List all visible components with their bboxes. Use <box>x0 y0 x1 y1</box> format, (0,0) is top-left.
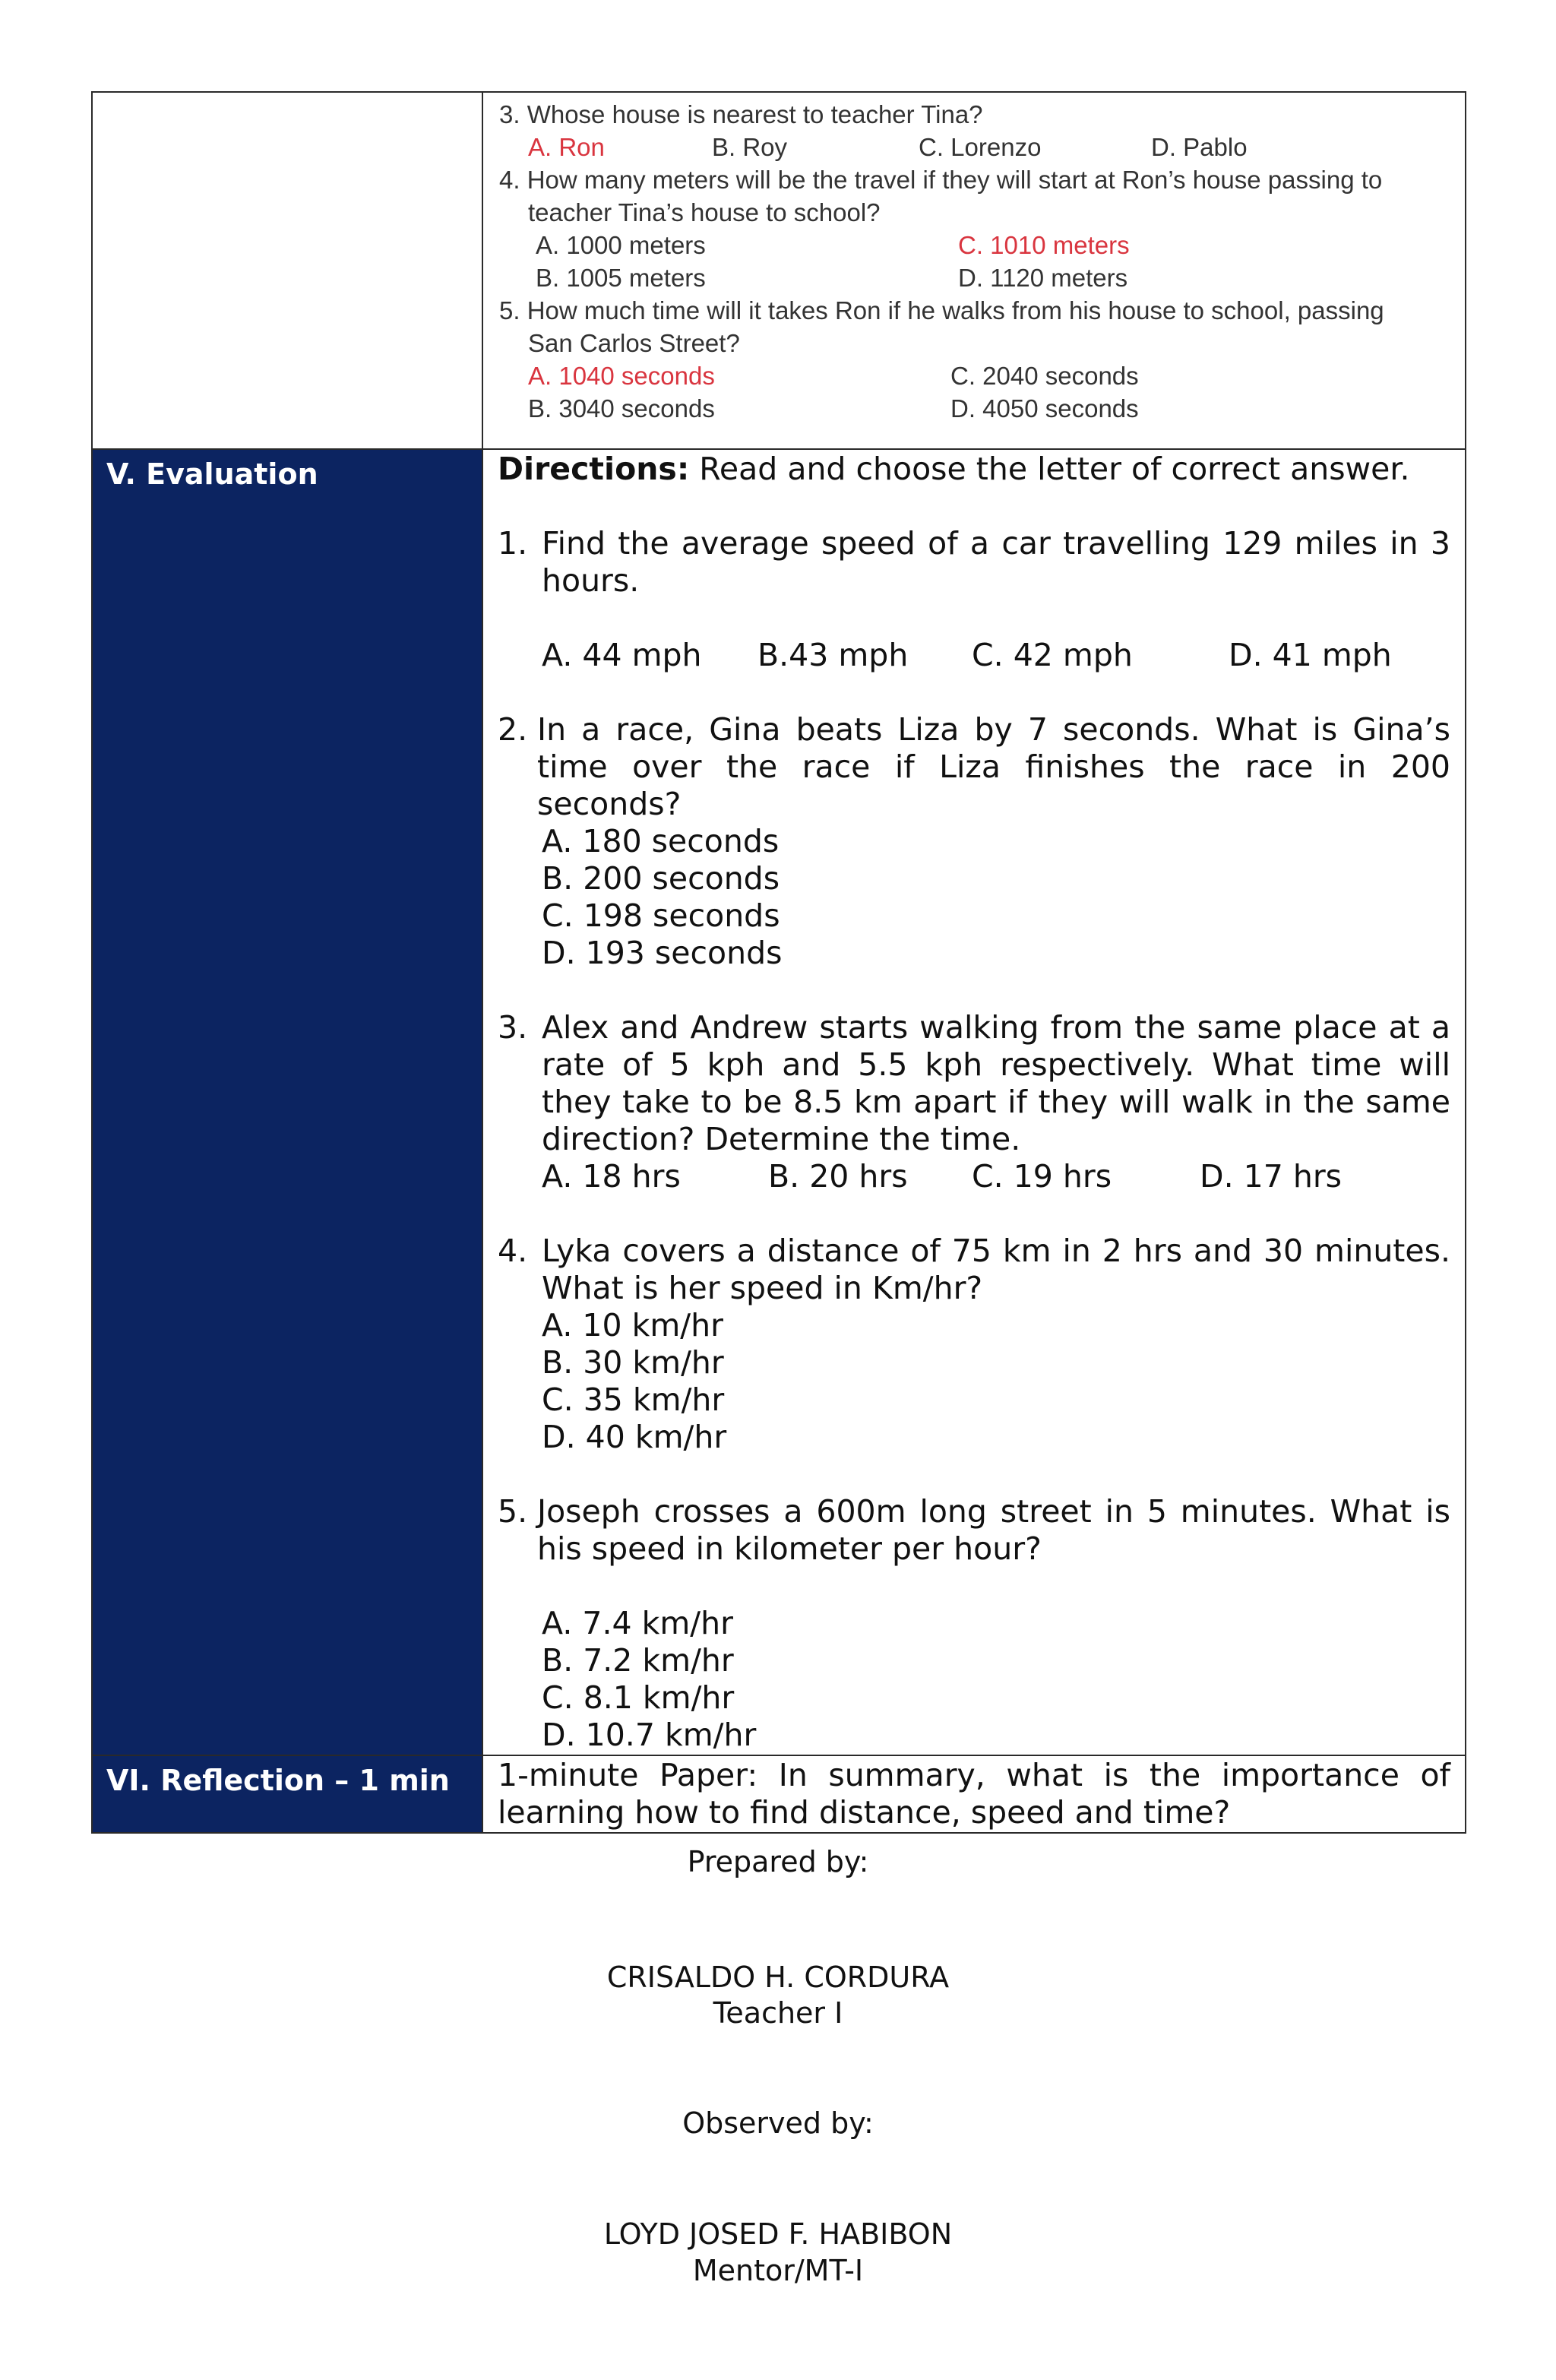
directions-label: Directions: <box>498 451 690 487</box>
reflection-row <box>92 1755 1466 1833</box>
eval-question-1 <box>498 525 1450 674</box>
eval-q4-options <box>498 1307 1450 1456</box>
scan-q3-option-b: B. Roy <box>712 133 788 161</box>
eval-q3-option-c: C. 19 hrs <box>972 1158 1112 1195</box>
eval-question-2 <box>498 711 1450 972</box>
reflection-text: 1-minute Paper: In summary, what is the importance of learning how to find distance, speed and time? <box>498 1757 1450 1831</box>
scan-q4-option-c: C. 1010 meters <box>958 231 1130 259</box>
eval-q5-option-a: A. 7.4 km/hr <box>542 1605 733 1641</box>
lesson-plan-table <box>91 91 1466 1834</box>
scan-q4-option-b: B. 1005 meters <box>536 264 706 292</box>
scanned-questions-image <box>484 93 1464 448</box>
reflection-label: VI. Reflection – 1 min <box>92 1755 482 1833</box>
scan-q3-option-a: A. Ron <box>528 133 605 161</box>
eval-q2-option-c: C. 198 seconds <box>542 897 780 934</box>
scan-q4-option-a: A. 1000 meters <box>536 231 706 259</box>
eval-q1-option-a: A. 44 mph <box>542 637 702 673</box>
observed-by-name: LOYD JOSED F. HABIBON <box>603 2217 953 2251</box>
eval-q5-number: 5. <box>498 1493 528 1530</box>
eval-q1-option-d: D. 41 mph <box>1229 637 1392 673</box>
blank-label-cell <box>92 92 482 449</box>
observed-by-title: Mentor/MT-I <box>692 2254 864 2287</box>
eval-q4-option-b: B. 30 km/hr <box>542 1344 724 1381</box>
eval-q4-option-a: A. 10 km/hr <box>542 1307 723 1343</box>
scan-q5-option-c: C. 2040 seconds <box>950 362 1139 390</box>
scan-question-5-line2: San Carlos Street? <box>528 329 740 357</box>
scanned-questions-row <box>92 92 1466 449</box>
eval-question-3 <box>498 1009 1450 1195</box>
eval-q3-options <box>498 1158 1450 1195</box>
eval-q1-options <box>498 637 1450 674</box>
eval-q3-option-a: A. 18 hrs <box>542 1158 681 1195</box>
eval-q5-text: Joseph crosses a 600m long street in 5 minutes. What is his speed in kilometer per hour? <box>537 1493 1450 1567</box>
eval-q1-option-b: B.43 mph <box>757 637 909 673</box>
eval-q5-options <box>498 1605 1450 1754</box>
eval-q4-option-d: D. 40 km/hr <box>542 1419 727 1455</box>
eval-q2-text: In a race, Gina beats Liza by 7 seconds. What is Gina’s time over the race if Liza finishes the race in 200 seconds? <box>537 711 1450 822</box>
scan-question-4-line1: 4. How many meters will be the travel if they will start at Ron’s house passing to <box>499 166 1383 194</box>
prepared-by-title: Teacher I <box>713 1996 843 2030</box>
scan-question-4-options-row2 <box>499 261 1449 294</box>
eval-q4-text: Lyka covers a distance of 75 km in 2 hrs and 30 minutes. What is her speed in Km/hr? <box>542 1233 1450 1306</box>
eval-q2-option-a: A. 180 seconds <box>542 823 780 859</box>
scan-question-5-options-row1 <box>499 359 1449 392</box>
eval-q5-option-c: C. 8.1 km/hr <box>542 1679 735 1716</box>
eval-q1-option-c: C. 42 mph <box>972 637 1133 673</box>
eval-q3-number: 3. <box>498 1009 528 1046</box>
eval-q3-option-b: B. 20 hrs <box>768 1158 908 1195</box>
eval-question-5 <box>498 1493 1450 1754</box>
evaluation-row <box>92 449 1466 1755</box>
scan-q3-option-d: D. Pablo <box>1151 133 1248 161</box>
eval-q2-number: 2. <box>498 711 528 748</box>
scan-question-4-options-row1 <box>499 229 1449 261</box>
scan-q4-option-d: D. 1120 meters <box>958 264 1128 292</box>
eval-q2-options <box>498 823 1450 972</box>
directions-text: Read and choose the letter of correct answer. <box>689 451 1410 487</box>
reflection-cell <box>482 1755 1466 1833</box>
evaluation-cell <box>482 449 1466 1755</box>
eval-q3-text: Alex and Andrew starts walking from the same place at a rate of 5 kph and 5.5 kph respectively. What time will they take to be 8.5 km apart if they will walk in the same direction? Determine the time. <box>542 1009 1450 1157</box>
evaluation-directions <box>498 451 1450 488</box>
eval-q2-option-b: B. 200 seconds <box>542 860 780 897</box>
eval-q4-option-c: C. 35 km/hr <box>542 1381 725 1418</box>
eval-q2-option-d: D. 193 seconds <box>542 935 783 971</box>
scan-question-5-options-row2 <box>499 392 1449 425</box>
prepared-by-name: CRISALDO H. CORDURA <box>606 1961 950 1994</box>
eval-q5-option-d: D. 10.7 km/hr <box>542 1717 757 1753</box>
scan-q5-option-a: A. 1040 seconds <box>528 362 715 390</box>
prepared-by-label: Prepared by: <box>687 1845 869 1878</box>
scan-question-3-options <box>499 131 1449 163</box>
eval-q5-option-b: B. 7.2 km/hr <box>542 1642 734 1679</box>
scan-question-3: 3. Whose house is nearest to teacher Tina? <box>499 100 983 128</box>
eval-q1-text: Find the average speed of a car travelling 129 miles in 3 hours. <box>542 525 1450 599</box>
eval-question-4 <box>498 1233 1450 1456</box>
eval-q3-option-d: D. 17 hrs <box>1200 1158 1343 1195</box>
scan-q3-option-c: C. Lorenzo <box>919 133 1042 161</box>
scanned-questions-cell <box>482 92 1466 449</box>
scan-question-4-line2: teacher Tina’s house to school? <box>528 198 881 226</box>
observed-by-label: Observed by: <box>682 2106 874 2140</box>
eval-q4-number: 4. <box>498 1233 528 1269</box>
scan-q5-option-d: D. 4050 seconds <box>950 394 1139 423</box>
scan-q5-option-b: B. 3040 seconds <box>528 394 715 423</box>
eval-q1-number: 1. <box>498 525 528 562</box>
evaluation-label: V. Evaluation <box>92 449 482 1755</box>
scan-question-5-line1: 5. How much time will it takes Ron if he walks from his house to school, passing <box>499 296 1384 324</box>
